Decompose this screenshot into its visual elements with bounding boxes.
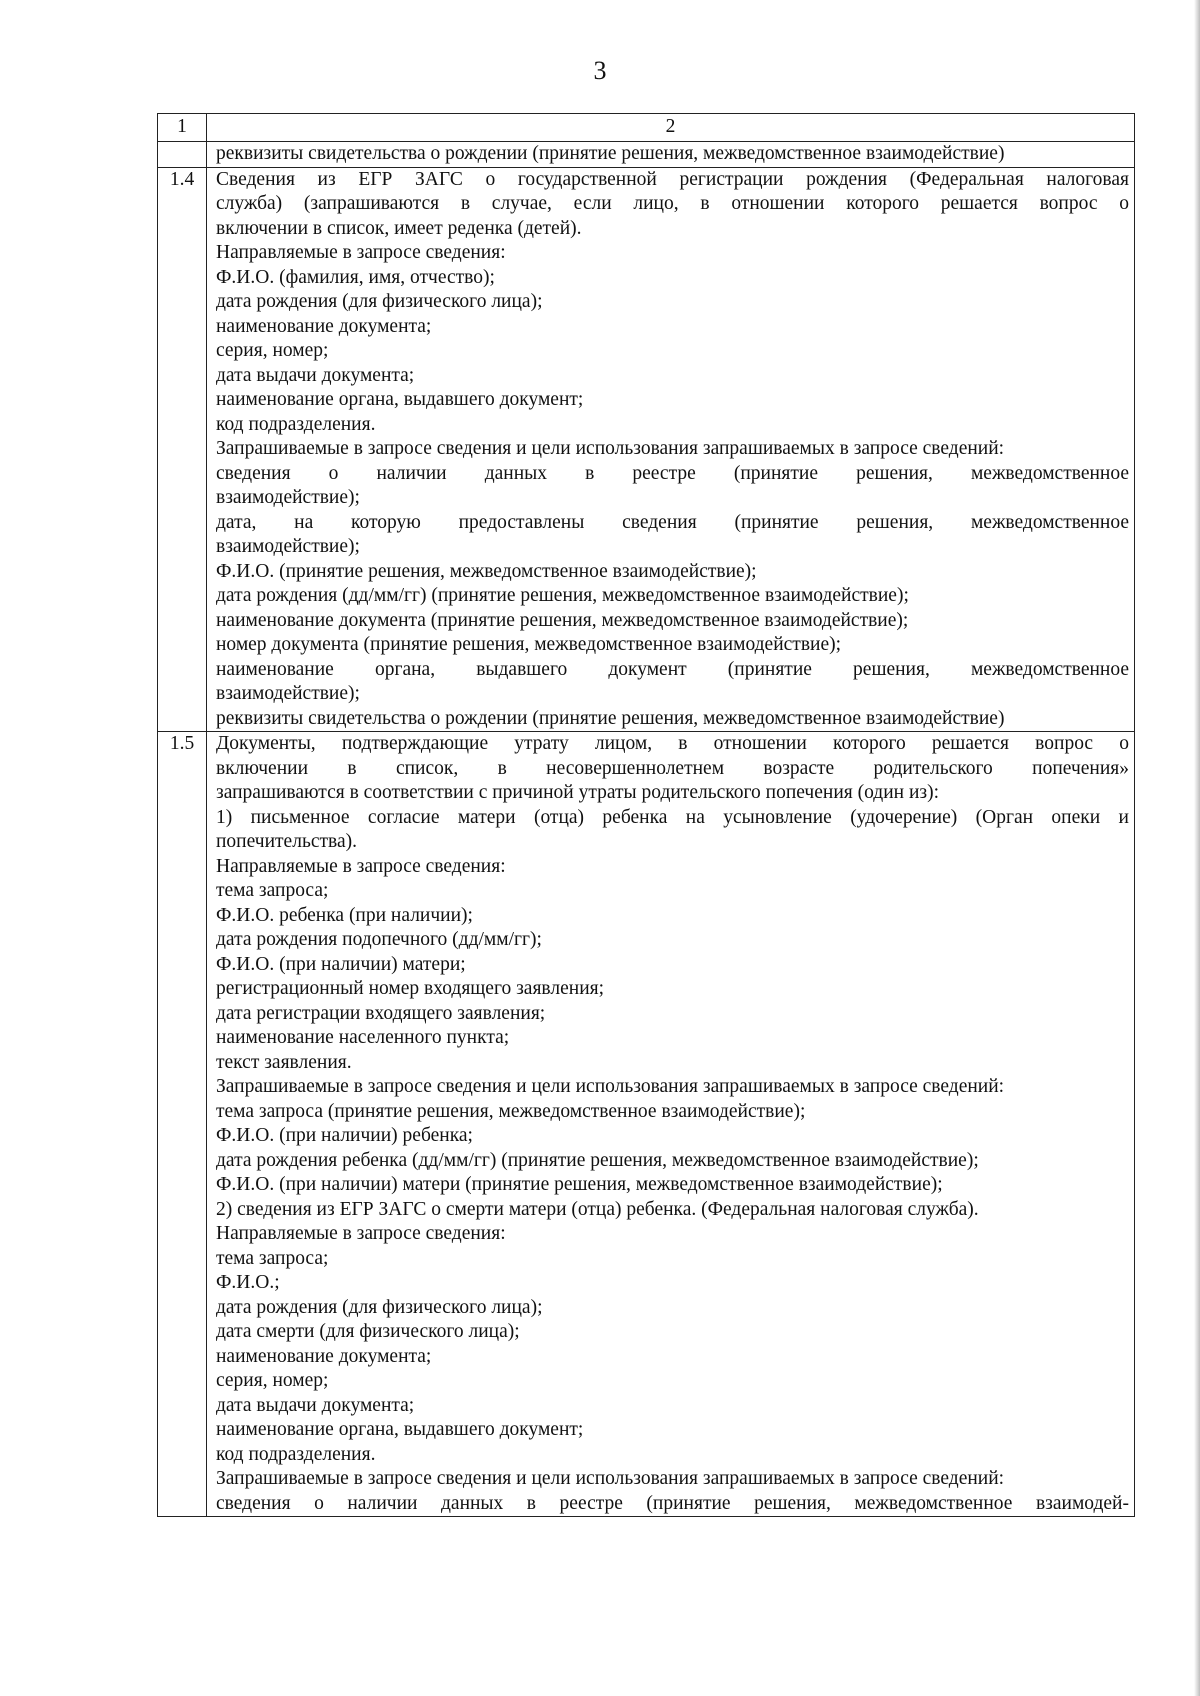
text-line: код подразделения.	[216, 1443, 376, 1465]
text-line: тема запроса (принятие решения, межведомственное взаимодействие);	[216, 1100, 806, 1122]
text-line: сведения о наличии данных в реестре (принятие решения, межведомственное	[216, 462, 1129, 484]
text-line: включении в список, имеет реденка (детей).	[216, 217, 582, 239]
row-number-1-5: 1.5	[158, 732, 207, 1517]
text-line: дата, на которую предоставлены сведения (принятие решения, межведомственное	[216, 511, 1129, 533]
requirements-table	[157, 113, 1135, 1517]
text-line: попечительства).	[216, 831, 357, 852]
text-line: код подразделения.	[216, 413, 376, 435]
text-line: Ф.И.О. (при наличии) матери;	[216, 953, 466, 975]
text-line: дата регистрации входящего заявления;	[216, 1002, 546, 1024]
text-line: дата смерти (для физического лица);	[216, 1321, 520, 1342]
text-line: Ф.И.О. (принятие решения, межведомственное взаимодействие);	[216, 560, 757, 582]
text-line: наименование документа;	[216, 315, 432, 337]
text-line: 2) сведения из ЕГР ЗАГС о смерти матери (отца) ребенка. (Федеральная налоговая служба).	[216, 1198, 979, 1220]
text-line: запрашиваются в соответствии с причиной утраты родительского попечения (один из):	[216, 782, 939, 803]
text-line: взаимодействие);	[216, 683, 360, 704]
text-line: реквизиты свидетельства о рождении (принятие решения, межведомственное взаимодействие)	[216, 707, 1005, 729]
text-line: Направляемые в запросе сведения:	[216, 1223, 506, 1244]
text-line: наименование населенного пункта;	[216, 1027, 510, 1048]
text-line: Ф.И.О. (при наличии) ребенка;	[216, 1125, 473, 1146]
text-line: Ф.И.О. (фамилия, имя, отчество);	[216, 266, 495, 288]
table-header-row	[158, 114, 1135, 142]
text-line: номер документа (принятие решения, межведомственное взаимодействие);	[216, 634, 842, 655]
text-line: дата рождения (для физического лица);	[216, 1296, 543, 1318]
text-line: наименование органа, выдавшего документ;	[216, 1419, 584, 1440]
text-line: Запрашиваемые в запросе сведения и цели использования запрашиваемых в запросе сведений:	[216, 438, 1005, 459]
text-line: Направляемые в запросе сведения:	[216, 242, 506, 263]
text-line: сведения о наличии данных в реестре (принятие решения, межведомственное взаимодей-	[216, 1492, 1129, 1514]
text-line: взаимодействие);	[216, 487, 360, 508]
text-line: наименование документа;	[216, 1345, 432, 1367]
row-number-1-4: 1.4	[158, 167, 207, 732]
scan-edge-shadow	[1194, 0, 1200, 1696]
text-line: тема запроса;	[216, 880, 329, 901]
text-line: дата рождения (для физического лица);	[216, 291, 543, 312]
text-line: текст заявления.	[216, 1051, 352, 1073]
text-line: служба) (запрашиваются в случае, если лицо, в отношении которого решается вопрос о	[216, 193, 1129, 214]
text-line: наименование органа, выдавшего документ;	[216, 389, 584, 410]
text-line: дата выдачи документа;	[216, 1394, 415, 1416]
page-number: 3	[593, 56, 607, 85]
continuation-text: реквизиты свидетельства о рождении (принятие решения, межведомственное взаимодействие)	[207, 142, 1135, 168]
text-line: Запрашиваемые в запросе сведения и цели использования запрашиваемых в запросе сведений:	[216, 1076, 1005, 1097]
text-line: Сведения из ЕГР ЗАГС о государственной регистрации рождения (Федеральная налоговая	[216, 168, 1129, 190]
text-line: Ф.И.О. ребенка (при наличии);	[216, 904, 473, 926]
text-line: серия, номер;	[216, 1370, 329, 1391]
row-text-1-5	[207, 732, 1135, 1517]
table-row-continuation	[158, 142, 1135, 168]
header-column-1: 1	[158, 114, 207, 142]
text-line: дата рождения (дд/мм/гг) (принятие решения, межведомственное взаимодействие);	[216, 585, 909, 606]
text-line: наименование органа, выдавшего документ (принятие решения, межведомственное	[216, 658, 1129, 680]
text-line: серия, номер;	[216, 340, 329, 361]
text-line: Ф.И.О. (при наличии) матери (принятие решения, межведомственное взаимодействие);	[216, 1174, 943, 1195]
continuation-number-cell	[158, 142, 207, 168]
text-line: Ф.И.О.;	[216, 1272, 280, 1293]
text-line: Запрашиваемые в запросе сведения и цели использования запрашиваемых в запросе сведений:	[216, 1468, 1005, 1489]
text-line: дата рождения подопечного (дд/мм/гг);	[216, 929, 542, 950]
text-line: дата рождения ребенка (дд/мм/гг) (принятие решения, межведомственное взаимодействие);	[216, 1149, 979, 1171]
text-line: дата выдачи документа;	[216, 364, 415, 386]
text-line: 1) письменное согласие матери (отца) ребенка на усыновление (удочерение) (Орган опеки и	[216, 806, 1129, 828]
table-row-1-4	[158, 167, 1135, 732]
text-line: взаимодействие);	[216, 536, 360, 557]
text-line: тема запроса;	[216, 1247, 329, 1269]
text-line: Документы, подтверждающие утрату лицом, в отношении которого решается вопрос о	[216, 733, 1129, 754]
text-line: регистрационный номер входящего заявления;	[216, 978, 605, 999]
text-line: наименование документа (принятие решения, межведомственное взаимодействие);	[216, 609, 909, 631]
row-text-1-4	[207, 167, 1135, 732]
text-line: Направляемые в запросе сведения:	[216, 855, 506, 877]
table-row-1-5	[158, 732, 1135, 1517]
text-line: включении в список, в несовершеннолетнем возрасте родительского попечения»	[216, 757, 1129, 779]
header-column-2: 2	[207, 114, 1135, 142]
